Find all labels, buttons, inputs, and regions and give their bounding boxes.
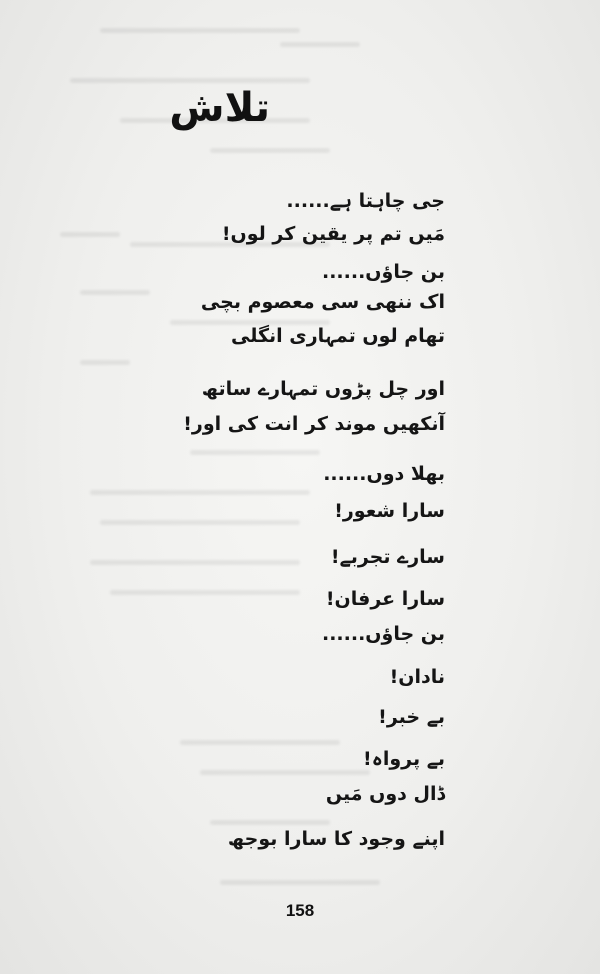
- poem-line: آنکھیں موند کر انت کی اور!: [183, 413, 445, 435]
- poem-line: بن جاؤں......: [321, 261, 445, 283]
- poem-line: سارا شعور!: [334, 500, 445, 522]
- poem-line: تھام لوں تمہاری انگلی: [230, 325, 445, 347]
- poem-line: ڈال دوں مَیں: [325, 783, 445, 805]
- poem-line: نادان!: [389, 666, 445, 688]
- poem-line: اور چل پڑوں تمہارے ساتھ: [201, 378, 445, 400]
- poem-line: مَیں تم پر یقین کر لوں!: [221, 223, 445, 245]
- poem-line: سارے تجربے!: [330, 546, 445, 568]
- poem-line: بے خبر!: [378, 706, 445, 728]
- poem-line: جی چاہتا ہے......: [286, 190, 445, 212]
- poem-title: تلاش: [169, 85, 270, 131]
- bleed-through-text: [60, 20, 360, 900]
- poem-line: بھلا دوں......: [323, 463, 445, 485]
- poem-line: اک ننھی سی معصوم بچی: [200, 291, 445, 313]
- page-number: 158: [285, 901, 315, 920]
- poem-line: سارا عرفان!: [325, 588, 445, 610]
- poem-line: بن جاؤں......: [321, 623, 445, 645]
- poem-line: اپنے وجود کا سارا بوجھ: [227, 828, 445, 850]
- poem-line: بے پرواہ!: [363, 748, 445, 770]
